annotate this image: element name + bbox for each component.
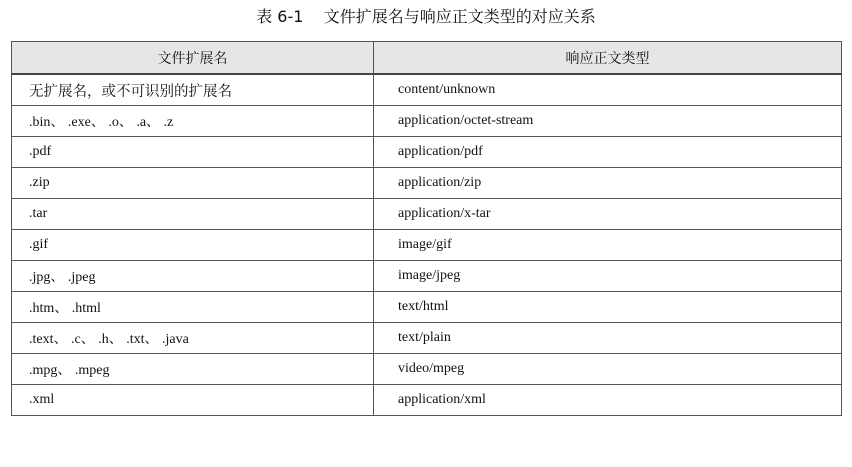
extension-cell: .htm、 .html	[12, 292, 374, 323]
mime-type-cell: application/zip	[374, 168, 842, 199]
extension-cell: .gif	[12, 230, 374, 261]
table-row	[12, 168, 842, 199]
table-row	[12, 354, 842, 385]
table-row	[12, 323, 842, 354]
table-row	[12, 106, 842, 137]
mime-type-cell: application/pdf	[374, 137, 842, 168]
extension-cell: .jpg、 .jpeg	[12, 261, 374, 292]
table-row	[12, 230, 842, 261]
mime-type-cell: text/html	[374, 292, 842, 323]
table-header-row	[12, 42, 842, 75]
mime-type-cell: content/unknown	[374, 74, 842, 106]
header-response-type: 响应正文类型	[374, 42, 842, 75]
extension-cell: .bin、 .exe、 .o、 .a、 .z	[12, 106, 374, 137]
mime-type-cell: image/jpeg	[374, 261, 842, 292]
extension-cell: .zip	[12, 168, 374, 199]
table-row	[12, 137, 842, 168]
extension-cell: 无扩展名，或不可识别的扩展名	[12, 74, 374, 106]
mime-type-cell: text/plain	[374, 323, 842, 354]
mime-type-cell: video/mpeg	[374, 354, 842, 385]
mime-type-cell: image/gif	[374, 230, 842, 261]
table-row	[12, 199, 842, 230]
extension-cell: .mpg、 .mpeg	[12, 354, 374, 385]
extension-cell: .text、 .c、 .h、 .txt、 .java	[12, 323, 374, 354]
extension-mime-table	[11, 41, 842, 416]
mime-type-cell: application/octet-stream	[374, 106, 842, 137]
mime-type-cell: application/xml	[374, 385, 842, 416]
table-row	[12, 292, 842, 323]
extension-cell: .tar	[12, 199, 374, 230]
mime-type-cell: application/x-tar	[374, 199, 842, 230]
table-row	[12, 385, 842, 416]
table-row	[12, 261, 842, 292]
extension-cell: .xml	[12, 385, 374, 416]
table-row	[12, 74, 842, 106]
table-caption: 表 6-1 文件扩展名与响应正文类型的对应关系	[256, 7, 596, 26]
extension-cell: .pdf	[12, 137, 374, 168]
header-file-extension: 文件扩展名	[12, 42, 374, 75]
